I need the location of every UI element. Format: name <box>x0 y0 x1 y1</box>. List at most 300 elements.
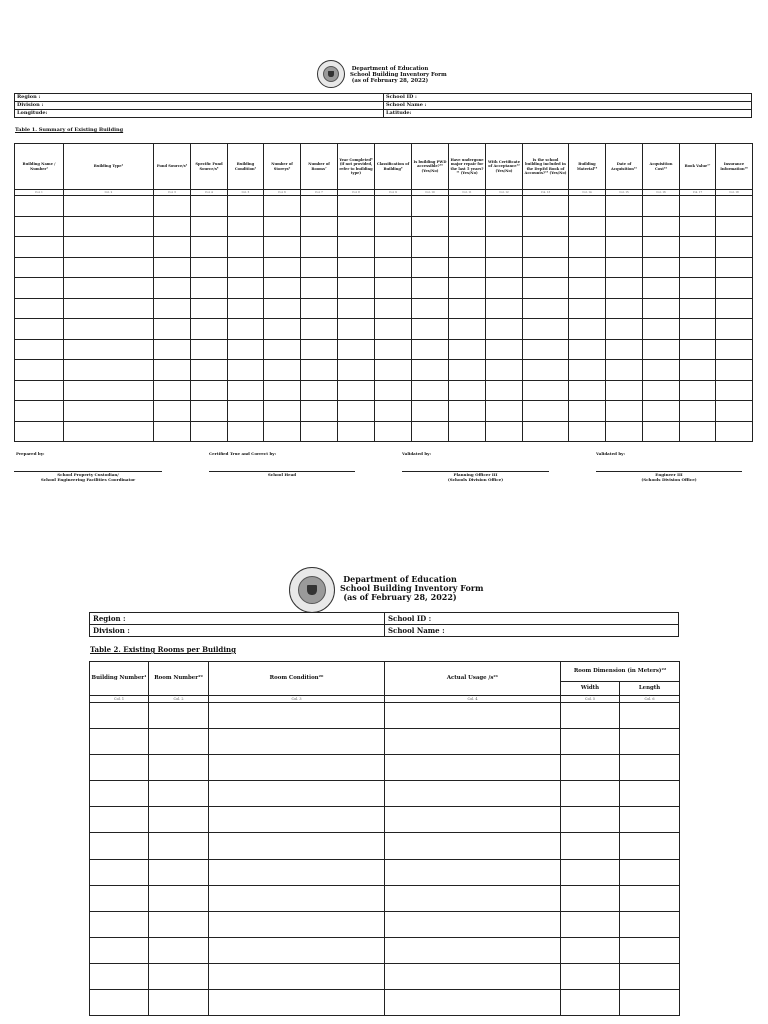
table1-input-cell[interactable] <box>486 298 523 319</box>
table2-input-cell[interactable] <box>209 781 385 807</box>
table1-input-cell[interactable] <box>338 319 375 340</box>
region-field-2[interactable]: Region : <box>90 613 385 625</box>
table1-input-cell[interactable] <box>449 298 486 319</box>
table1-input-cell[interactable] <box>486 401 523 422</box>
table1-input-cell[interactable] <box>15 298 64 319</box>
table1-input-cell[interactable] <box>15 278 64 299</box>
table2-input-cell[interactable] <box>620 859 680 885</box>
school-name-field[interactable]: School Name : <box>384 102 752 110</box>
table1-input-cell[interactable] <box>375 298 412 319</box>
table1-input-cell[interactable] <box>680 319 716 340</box>
table1-input-cell[interactable] <box>606 339 643 360</box>
table1-input-cell[interactable] <box>228 360 264 381</box>
table1-input-cell[interactable] <box>486 380 523 401</box>
table1-input-cell[interactable] <box>228 339 264 360</box>
table1-input-cell[interactable] <box>64 319 154 340</box>
table1-input-cell[interactable] <box>154 401 191 422</box>
table1-input-cell[interactable] <box>643 401 680 422</box>
table2-input-cell[interactable] <box>149 859 209 885</box>
table1-input-cell[interactable] <box>191 216 228 237</box>
table2-input-cell[interactable] <box>90 911 149 937</box>
table2-input-cell[interactable] <box>209 885 385 911</box>
table1-input-cell[interactable] <box>412 380 449 401</box>
table2-input-cell[interactable] <box>209 729 385 755</box>
table1-input-cell[interactable] <box>264 401 301 422</box>
table1-input-cell[interactable] <box>523 196 569 217</box>
table1-input-cell[interactable] <box>486 257 523 278</box>
table1-input-cell[interactable] <box>264 216 301 237</box>
table1-input-cell[interactable] <box>191 196 228 217</box>
table1-input-cell[interactable] <box>301 196 338 217</box>
table1-input-cell[interactable] <box>15 216 64 237</box>
table1-input-cell[interactable] <box>338 298 375 319</box>
table1-input-cell[interactable] <box>228 257 264 278</box>
table1-input-cell[interactable] <box>154 319 191 340</box>
table2-input-cell[interactable] <box>620 703 680 729</box>
table2-input-cell[interactable] <box>149 807 209 833</box>
table1-input-cell[interactable] <box>523 216 569 237</box>
table1-input-cell[interactable] <box>338 278 375 299</box>
table2-input-cell[interactable] <box>385 807 561 833</box>
table1-input-cell[interactable] <box>680 216 716 237</box>
table1-input-cell[interactable] <box>338 380 375 401</box>
table1-input-cell[interactable] <box>569 196 606 217</box>
school-name-field-2[interactable]: School Name : <box>385 625 679 637</box>
table1-column-header: Classification of Building⁹ <box>375 144 412 190</box>
table1-input-cell[interactable] <box>569 380 606 401</box>
table1-input-cell[interactable] <box>449 216 486 237</box>
table1-input-cell[interactable] <box>154 421 191 442</box>
table1-input-cell[interactable] <box>64 257 154 278</box>
table1-input-cell[interactable] <box>412 216 449 237</box>
table1-input-cell[interactable] <box>606 401 643 422</box>
table1-input-cell[interactable] <box>15 257 64 278</box>
table2-input-cell[interactable] <box>209 990 385 1016</box>
table1-input-cell[interactable] <box>301 216 338 237</box>
table1-input-cell[interactable] <box>412 339 449 360</box>
table1-input-cell[interactable] <box>449 360 486 381</box>
table1-input-cell[interactable] <box>228 196 264 217</box>
table1-input-cell[interactable] <box>301 401 338 422</box>
table2-input-cell[interactable] <box>90 729 149 755</box>
table1-input-cell[interactable] <box>606 298 643 319</box>
table1-input-cell[interactable] <box>264 360 301 381</box>
table1-input-cell[interactable] <box>569 339 606 360</box>
table1-input-cell[interactable] <box>716 401 753 422</box>
table1-input-cell[interactable] <box>643 360 680 381</box>
table1-input-cell[interactable] <box>486 237 523 258</box>
table1-input-cell[interactable] <box>64 360 154 381</box>
table1-input-cell[interactable] <box>680 298 716 319</box>
table1-input-cell[interactable] <box>191 380 228 401</box>
table1-input-cell[interactable] <box>15 401 64 422</box>
table2-input-cell[interactable] <box>385 990 561 1016</box>
table1-input-cell[interactable] <box>228 319 264 340</box>
table2-input-cell[interactable] <box>561 703 620 729</box>
table1-input-cell[interactable] <box>375 278 412 299</box>
table1-input-cell[interactable] <box>569 278 606 299</box>
table2-input-cell[interactable] <box>385 963 561 989</box>
table2-input-cell[interactable] <box>385 937 561 963</box>
table1-input-cell[interactable] <box>716 339 753 360</box>
table1-input-cell[interactable] <box>412 401 449 422</box>
table1-input-cell[interactable] <box>486 339 523 360</box>
table1-input-cell[interactable] <box>523 360 569 381</box>
table2-input-cell[interactable] <box>149 833 209 859</box>
table1-input-cell[interactable] <box>606 360 643 381</box>
table1-input-cell[interactable] <box>15 319 64 340</box>
table1-input-cell[interactable] <box>154 216 191 237</box>
table1-input-cell[interactable] <box>338 339 375 360</box>
table1-input-cell[interactable] <box>449 339 486 360</box>
table1-input-cell[interactable] <box>264 196 301 217</box>
table1-input-cell[interactable] <box>643 196 680 217</box>
table2-input-cell[interactable] <box>149 963 209 989</box>
table1-input-cell[interactable] <box>64 278 154 299</box>
table2-input-cell[interactable] <box>620 807 680 833</box>
table2-input-cell[interactable] <box>209 703 385 729</box>
table1-input-cell[interactable] <box>716 298 753 319</box>
table1-input-cell[interactable] <box>716 380 753 401</box>
table1-input-cell[interactable] <box>680 278 716 299</box>
table2-input-cell[interactable] <box>90 781 149 807</box>
table2-input-cell[interactable] <box>385 833 561 859</box>
table2-input-cell[interactable] <box>620 781 680 807</box>
table2-input-cell[interactable] <box>90 885 149 911</box>
table2-input-cell[interactable] <box>385 703 561 729</box>
table1-input-cell[interactable] <box>680 339 716 360</box>
table2-input-cell[interactable] <box>209 937 385 963</box>
table1-input-cell[interactable] <box>154 380 191 401</box>
table1-input-cell[interactable] <box>338 237 375 258</box>
table1-input-cell[interactable] <box>716 237 753 258</box>
table2-input-cell[interactable] <box>620 937 680 963</box>
table1-input-cell[interactable] <box>191 298 228 319</box>
division-field-2[interactable]: Division : <box>90 625 385 637</box>
table1-input-cell[interactable] <box>375 380 412 401</box>
table1-input-cell[interactable] <box>523 257 569 278</box>
table2-input-cell[interactable] <box>561 859 620 885</box>
table1-input-cell[interactable] <box>154 196 191 217</box>
table2-input-cell[interactable] <box>561 963 620 989</box>
table1-input-cell[interactable] <box>338 421 375 442</box>
table2-input-cell[interactable] <box>620 833 680 859</box>
table1-input-cell[interactable] <box>338 257 375 278</box>
table2-input-cell[interactable] <box>90 859 149 885</box>
table1-input-cell[interactable] <box>412 360 449 381</box>
table2-input-cell[interactable] <box>385 911 561 937</box>
table1-input-cell[interactable] <box>680 237 716 258</box>
table2-input-cell[interactable] <box>149 911 209 937</box>
table1-input-cell[interactable] <box>643 319 680 340</box>
table1-input-cell[interactable] <box>569 298 606 319</box>
table1-input-cell[interactable] <box>523 237 569 258</box>
table1-input-cell[interactable] <box>486 278 523 299</box>
table1-input-cell[interactable] <box>449 257 486 278</box>
table1-input-cell[interactable] <box>449 401 486 422</box>
table1-input-cell[interactable] <box>486 196 523 217</box>
table1-input-cell[interactable] <box>301 257 338 278</box>
table1-input-cell[interactable] <box>716 421 753 442</box>
table1-input-cell[interactable] <box>375 401 412 422</box>
table1-input-cell[interactable] <box>264 380 301 401</box>
table2-input-cell[interactable] <box>90 990 149 1016</box>
table1-input-cell[interactable] <box>301 319 338 340</box>
table2-input-cell[interactable] <box>149 781 209 807</box>
table1-input-cell[interactable] <box>523 278 569 299</box>
table1-input-cell[interactable] <box>154 360 191 381</box>
table2-input-cell[interactable] <box>620 990 680 1016</box>
table1-input-cell[interactable] <box>264 237 301 258</box>
table1-input-cell[interactable] <box>264 421 301 442</box>
table2-input-cell[interactable] <box>561 833 620 859</box>
table1-input-cell[interactable] <box>412 257 449 278</box>
table1-input-cell[interactable] <box>154 278 191 299</box>
table2-input-cell[interactable] <box>620 729 680 755</box>
table1-input-cell[interactable] <box>643 278 680 299</box>
table1-input-cell[interactable] <box>375 339 412 360</box>
table2-input-cell[interactable] <box>385 859 561 885</box>
table1-input-cell[interactable] <box>523 298 569 319</box>
table1-input-cell[interactable] <box>523 401 569 422</box>
table1-input-cell[interactable] <box>643 339 680 360</box>
table2-input-cell[interactable] <box>90 755 149 781</box>
table2-input-cell[interactable] <box>561 990 620 1016</box>
table2-input-cell[interactable] <box>209 807 385 833</box>
table1-input-cell[interactable] <box>680 401 716 422</box>
table1-input-cell[interactable] <box>64 339 154 360</box>
table2-input-cell[interactable] <box>149 990 209 1016</box>
latitude-field[interactable]: Latitude: <box>384 110 752 118</box>
table1-input-cell[interactable] <box>154 298 191 319</box>
table1-input-cell[interactable] <box>264 278 301 299</box>
table1-input-cell[interactable] <box>569 237 606 258</box>
table1-input-cell[interactable] <box>338 216 375 237</box>
table1-input-cell[interactable] <box>375 216 412 237</box>
table1-input-cell[interactable] <box>412 278 449 299</box>
table2-input-cell[interactable] <box>620 755 680 781</box>
table1-input-cell[interactable] <box>15 237 64 258</box>
table1-input-cell[interactable] <box>301 339 338 360</box>
table1-input-cell[interactable] <box>643 237 680 258</box>
table1-input-cell[interactable] <box>301 237 338 258</box>
table1-input-cell[interactable] <box>191 421 228 442</box>
table1-input-cell[interactable] <box>680 421 716 442</box>
table2-input-cell[interactable] <box>620 963 680 989</box>
table1-input-cell[interactable] <box>301 380 338 401</box>
table1-input-cell[interactable] <box>191 237 228 258</box>
table1-input-cell[interactable] <box>643 421 680 442</box>
table1-input-cell[interactable] <box>606 421 643 442</box>
table1-input-cell[interactable] <box>228 298 264 319</box>
table1-input-cell[interactable] <box>375 319 412 340</box>
table1-input-cell[interactable] <box>716 196 753 217</box>
table1-input-cell[interactable] <box>412 319 449 340</box>
table1-input-cell[interactable] <box>301 298 338 319</box>
table2-input-cell[interactable] <box>209 833 385 859</box>
table1-input-cell[interactable] <box>338 196 375 217</box>
table1-input-cell[interactable] <box>606 257 643 278</box>
table1-input-cell[interactable] <box>486 421 523 442</box>
table1-input-cell[interactable] <box>154 237 191 258</box>
table1-input-cell[interactable] <box>264 298 301 319</box>
table1-input-cell[interactable] <box>643 216 680 237</box>
region-field[interactable]: Region : <box>15 94 384 102</box>
table2-input-cell[interactable] <box>561 781 620 807</box>
table1-input-cell[interactable] <box>606 196 643 217</box>
table1-input-cell[interactable] <box>606 237 643 258</box>
table1-input-cell[interactable] <box>375 257 412 278</box>
table1-input-cell[interactable] <box>228 237 264 258</box>
table1-input-cell[interactable] <box>606 319 643 340</box>
table1-input-cell[interactable] <box>680 360 716 381</box>
table1-input-cell[interactable] <box>264 319 301 340</box>
table2-input-cell[interactable] <box>90 937 149 963</box>
table1-input-cell[interactable] <box>191 339 228 360</box>
table1-input-cell[interactable] <box>338 401 375 422</box>
table1-input-cell[interactable] <box>643 298 680 319</box>
table1-input-cell[interactable] <box>64 380 154 401</box>
table1-input-cell[interactable] <box>191 360 228 381</box>
table1-input-cell[interactable] <box>606 380 643 401</box>
table1-input-cell[interactable] <box>338 360 375 381</box>
table1-input-cell[interactable] <box>191 257 228 278</box>
table1-input-cell[interactable] <box>154 257 191 278</box>
table1-input-cell[interactable] <box>716 257 753 278</box>
table1-input-cell[interactable] <box>523 339 569 360</box>
table1-input-cell[interactable] <box>412 237 449 258</box>
table1-input-cell[interactable] <box>569 319 606 340</box>
table2-input-cell[interactable] <box>149 937 209 963</box>
table1-input-cell[interactable] <box>449 278 486 299</box>
table2-input-cell[interactable] <box>385 885 561 911</box>
table1-input-cell[interactable] <box>412 196 449 217</box>
table1-input-cell[interactable] <box>412 421 449 442</box>
table1-input-cell[interactable] <box>569 216 606 237</box>
table1-input-cell[interactable] <box>606 216 643 237</box>
table1-input-cell[interactable] <box>523 421 569 442</box>
table1-input-cell[interactable] <box>643 380 680 401</box>
table1-input-cell[interactable] <box>680 196 716 217</box>
table1-input-cell[interactable] <box>301 278 338 299</box>
table2-input-cell[interactable] <box>149 703 209 729</box>
table2-input-cell[interactable] <box>209 911 385 937</box>
table1-input-cell[interactable] <box>449 421 486 442</box>
table1-input-cell[interactable] <box>716 319 753 340</box>
table2-input-cell[interactable] <box>561 885 620 911</box>
table2-input-cell[interactable] <box>209 963 385 989</box>
table1-input-cell[interactable] <box>680 257 716 278</box>
table2-input-cell[interactable] <box>620 911 680 937</box>
table2-input-cell[interactable] <box>149 885 209 911</box>
table1-input-cell[interactable] <box>449 237 486 258</box>
longitude-field[interactable]: Longitude: <box>15 110 384 118</box>
table1-input-cell[interactable] <box>64 237 154 258</box>
table2-input-cell[interactable] <box>561 937 620 963</box>
table1-input-cell[interactable] <box>301 360 338 381</box>
table2-input-cell[interactable] <box>90 963 149 989</box>
table1-input-cell[interactable] <box>486 216 523 237</box>
table1-input-cell[interactable] <box>375 237 412 258</box>
table1-input-cell[interactable] <box>64 421 154 442</box>
table1-input-cell[interactable] <box>643 257 680 278</box>
table1-input-cell[interactable] <box>264 257 301 278</box>
table2-input-cell[interactable] <box>149 729 209 755</box>
table1-input-cell[interactable] <box>191 319 228 340</box>
division-field[interactable]: Division : <box>15 102 384 110</box>
table1-input-cell[interactable] <box>716 278 753 299</box>
table2-input-cell[interactable] <box>209 755 385 781</box>
table1-input-cell[interactable] <box>412 298 449 319</box>
table1-input-cell[interactable] <box>449 380 486 401</box>
table1-input-cell[interactable] <box>569 257 606 278</box>
table1-input-cell[interactable] <box>228 278 264 299</box>
table1-input-cell[interactable] <box>264 339 301 360</box>
table1-input-cell[interactable] <box>64 216 154 237</box>
table1-input-cell[interactable] <box>375 196 412 217</box>
table1-input-cell[interactable] <box>375 360 412 381</box>
school-id-field[interactable]: School ID : <box>384 94 752 102</box>
table2-input-cell[interactable] <box>385 781 561 807</box>
table1-input-cell[interactable] <box>15 196 64 217</box>
table2-input-cell[interactable] <box>209 859 385 885</box>
table2-input-cell[interactable] <box>90 807 149 833</box>
table1-input-cell[interactable] <box>569 401 606 422</box>
table1-input-cell[interactable] <box>680 380 716 401</box>
table1-input-cell[interactable] <box>449 196 486 217</box>
table1-input-cell[interactable] <box>523 380 569 401</box>
table2-input-cell[interactable] <box>90 703 149 729</box>
table1-input-cell[interactable] <box>228 216 264 237</box>
table1-input-cell[interactable] <box>449 319 486 340</box>
table2-input-cell[interactable] <box>561 807 620 833</box>
table1-input-cell[interactable] <box>64 196 154 217</box>
table1-input-cell[interactable] <box>15 339 64 360</box>
table1-input-cell[interactable] <box>64 401 154 422</box>
table1-input-cell[interactable] <box>375 421 412 442</box>
table1-input-cell[interactable] <box>716 360 753 381</box>
table1-input-cell[interactable] <box>228 380 264 401</box>
school-id-field-2[interactable]: School ID : <box>385 613 679 625</box>
table1-input-cell[interactable] <box>569 360 606 381</box>
table1-input-cell[interactable] <box>486 360 523 381</box>
table1-input-cell[interactable] <box>191 278 228 299</box>
table2-input-cell[interactable] <box>561 755 620 781</box>
header-as-of-date-2: (as of February 28, 2022) <box>343 592 457 603</box>
table2-input-cell[interactable] <box>385 755 561 781</box>
table2-input-cell[interactable] <box>385 729 561 755</box>
table1-input-cell[interactable] <box>606 278 643 299</box>
table1-input-cell[interactable] <box>716 216 753 237</box>
table1-input-cell[interactable] <box>486 319 523 340</box>
table1-input-cell[interactable] <box>15 380 64 401</box>
table1-input-cell[interactable] <box>64 298 154 319</box>
table1-input-cell[interactable] <box>15 360 64 381</box>
table2-input-cell[interactable] <box>561 729 620 755</box>
table1-input-cell[interactable] <box>191 401 228 422</box>
table1-input-cell[interactable] <box>228 421 264 442</box>
table1-input-cell[interactable] <box>569 421 606 442</box>
table1-input-cell[interactable] <box>523 319 569 340</box>
table1-input-cell[interactable] <box>301 421 338 442</box>
table1-input-cell[interactable] <box>154 339 191 360</box>
table2-input-cell[interactable] <box>149 755 209 781</box>
table2-input-cell[interactable] <box>620 885 680 911</box>
table2-input-cell[interactable] <box>90 833 149 859</box>
table2-input-cell[interactable] <box>561 911 620 937</box>
table1-input-cell[interactable] <box>228 401 264 422</box>
table1-input-cell[interactable] <box>15 421 64 442</box>
